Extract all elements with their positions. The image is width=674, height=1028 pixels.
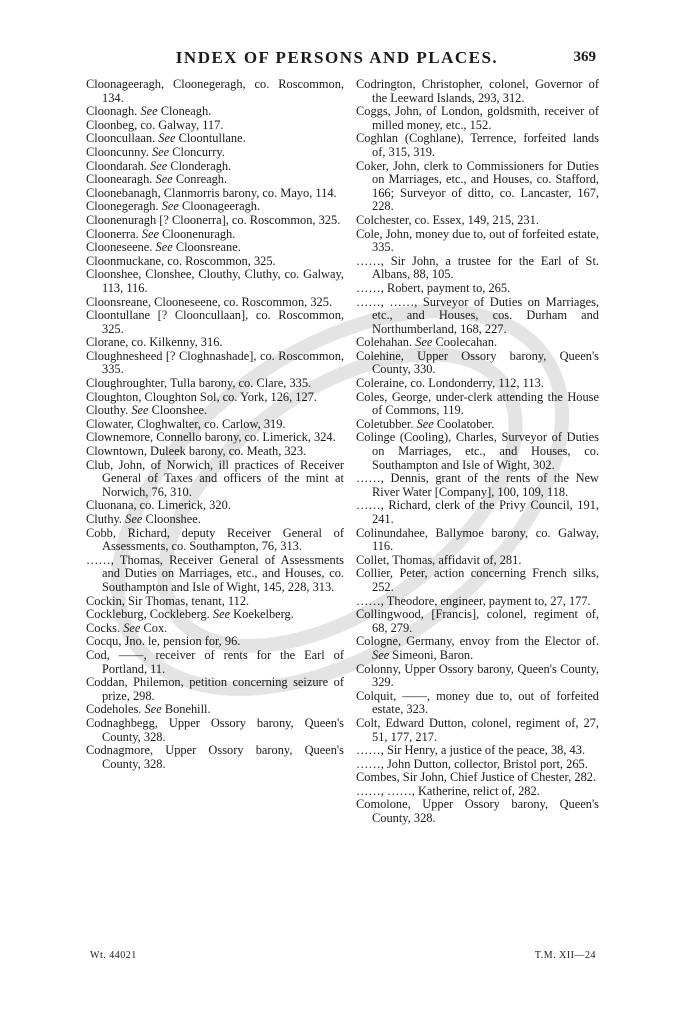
index-entry — [356, 499, 599, 526]
index-entry — [86, 459, 344, 500]
index-entry — [86, 241, 344, 255]
entry-text: Cloonegeragh. — [86, 199, 162, 214]
entry-text: Cloonearagh. — [86, 172, 156, 187]
entry-text: ……, ……, Katherine, relict of, 282. — [356, 783, 540, 798]
index-entry — [356, 160, 599, 214]
index-entry — [356, 228, 599, 255]
entry-text: Cloonebanagh, Clanmorris barony, co. Mayo, 114. — [86, 185, 337, 200]
index-entry — [86, 635, 344, 649]
index-entry — [356, 554, 599, 568]
entry-text: Colehahan. — [356, 335, 416, 350]
index-entry — [356, 255, 599, 282]
index-entry — [356, 785, 599, 799]
index-entry — [86, 431, 344, 445]
entry-text: ……, Dennis, grant of the rents of the New River Water [Company], 100, 109, 118. — [356, 471, 599, 499]
see-reference-label: See — [212, 607, 231, 622]
entry-text: Codnagmore, Upper Ossory barony, Queen's County, 328. — [86, 743, 344, 771]
cross-reference: Coolecahan. — [432, 335, 498, 350]
entry-text: Cloonageeragh, Cloonegeragh, co. Roscommon, 134. — [86, 77, 344, 105]
entry-text: Cloonsreane, Clooneseene, co. Roscommon, 325. — [86, 294, 333, 309]
cross-reference: Cloncurry. — [169, 144, 225, 159]
entry-text: Coles, George, under-clerk attending the House of Commons, 119. — [356, 389, 599, 418]
footer-signature: T.M. XII—24 — [534, 950, 596, 961]
entry-text: Cocks. — [86, 620, 124, 635]
entry-text: ……, Richard, clerk of the Privy Council, 191, 241. — [356, 498, 599, 526]
entry-text: Cloonenuragh [? Cloonerra], co. Roscommon, 325. — [86, 212, 341, 227]
see-reference-label: See — [161, 199, 179, 214]
entry-text: Clorane, co. Kilkenny, 316. — [86, 335, 223, 350]
footer-print-code: Wt. 44021 — [90, 950, 137, 961]
entry-text: Collingwood, [Francis], colonel, regiment of, 68, 279. — [356, 607, 599, 635]
cross-reference: Cloneagh. — [157, 104, 212, 119]
cross-reference: Cox. — [140, 620, 168, 635]
index-entry — [356, 282, 599, 296]
index-entry — [356, 690, 599, 717]
entry-text: Clouthy. — [86, 403, 132, 418]
entry-text: Collet, Thomas, affidavit of, 281. — [356, 552, 522, 567]
entry-text: Cloughton, Cloughton Sol, co. York, 126, 127. — [86, 389, 317, 404]
page-header — [0, 48, 674, 78]
index-entry — [86, 268, 344, 295]
index-entry — [356, 744, 599, 758]
index-entry — [86, 132, 344, 146]
index-entry — [86, 173, 344, 187]
entry-text: Cloonshee, Clonshee, Clouthy, Cluthy, co. Galway, 113, 116. — [86, 267, 344, 295]
entry-text: Cologne, Germany, envoy from the Elector of. — [356, 634, 599, 649]
entry-text: Coletubber. — [356, 416, 417, 431]
entry-text: Coddan, Philemon, petition concerning seizure of prize, 298. — [86, 675, 344, 703]
entry-text: Cod, ——, receiver of rents for the Earl of Portland, 11. — [86, 647, 344, 676]
index-entry — [356, 336, 599, 350]
see-reference-label: See — [125, 512, 143, 526]
index-entry — [86, 119, 344, 133]
entry-text: Colehine, Upper Ossory barony, Queen's County, 330. — [356, 348, 599, 377]
entry-text: ……, Thomas, Receiver General of Assessments and Duties on Marriages, etc., and Houses, co. Southampton and Isle of Wight, 145, 228, 313. — [86, 552, 344, 594]
index-entry — [356, 296, 599, 337]
entry-text: Colinundahee, Ballymoe barony, co. Galway, 116. — [356, 525, 599, 554]
see-reference-label: See — [123, 620, 141, 635]
index-entry — [356, 214, 599, 228]
entry-text: ……, Sir Henry, a justice of the peace, 38, 43. — [356, 743, 586, 758]
entry-text: Cloughnesheed [? Cloghnashade], co. Roscommon, 335. — [86, 348, 344, 377]
left-column — [86, 78, 344, 771]
index-entry — [86, 78, 344, 105]
see-reference-label: See — [155, 240, 173, 255]
entry-text: Cobb, Richard, deputy Receiver General of Assessments, co. Southampton, 76, 313. — [86, 525, 344, 554]
entry-text: Combes, Sir John, Chief Justice of Chester, 282. — [356, 770, 597, 785]
index-entry — [86, 255, 344, 269]
see-reference-label: See — [372, 647, 390, 662]
index-entry — [356, 418, 599, 432]
index-entry — [356, 663, 599, 690]
cross-reference: Clonderagh. — [167, 158, 232, 173]
entry-text: ……, Sir John, a trustee for the Earl of St. Albans, 88, 105. — [356, 253, 599, 282]
see-reference-label: See — [158, 131, 176, 146]
right-column — [356, 78, 599, 826]
entry-text: Colinge (Cooling), Charles, Surveyor of Duties on Marriages, etc., and Houses, co. Southampton and Isle of Wight, 302. — [356, 430, 599, 472]
entry-text: Comolone, Upper Ossory barony, Queen's County, 328. — [356, 797, 599, 826]
entry-text: Colchester, co. Essex, 149, 215, 231. — [356, 212, 539, 227]
entry-text: Coggs, John, of London, goldsmith, receiver of milled money, etc., 152. — [356, 104, 599, 132]
see-reference-label: See — [131, 403, 149, 418]
index-entry — [86, 296, 344, 310]
index-entry — [356, 635, 599, 662]
index-entry — [86, 418, 344, 432]
index-entry — [356, 527, 599, 554]
index-entry — [86, 214, 344, 228]
entry-text: Clooneseene. — [86, 240, 156, 255]
cross-reference: Simeoni, Baron. — [389, 647, 474, 662]
page-title: INDEX OF PERSONS AND PLACES. — [175, 48, 499, 67]
see-reference-label: See — [150, 158, 168, 173]
index-entry — [356, 431, 599, 472]
index-entry — [86, 744, 344, 771]
see-reference-label: See — [141, 226, 159, 241]
index-entry — [86, 554, 344, 595]
index-entry — [356, 608, 599, 635]
entry-text: Cluthy. — [86, 512, 126, 526]
entry-text: Codrington, Christopher, colonel, Governor of the Leeward Islands, 293, 312. — [356, 77, 599, 105]
index-entry — [86, 105, 344, 119]
see-reference-label: See — [155, 172, 173, 187]
entry-text: Cockin, Sir Thomas, tenant, 112. — [86, 593, 250, 608]
index-entry — [86, 595, 344, 609]
index-entry — [86, 309, 344, 336]
cross-reference: Conreagh. — [172, 172, 228, 187]
see-reference-label: See — [151, 144, 170, 159]
index-entry — [356, 377, 599, 391]
cross-reference: Cloonageeragh. — [178, 199, 261, 214]
see-reference-label: See — [416, 416, 434, 431]
index-entry — [86, 445, 344, 459]
entry-text: Cocqu, Jno. le, pension for, 96. — [86, 634, 241, 649]
index-entry — [86, 200, 344, 214]
cross-reference: Cloonsreane. — [172, 240, 241, 255]
entry-text: Cloonagh. — [86, 104, 141, 119]
index-entry — [86, 404, 344, 418]
index-entry — [86, 717, 344, 744]
cross-reference: Bonehill. — [161, 702, 211, 717]
cross-reference: Cloonshee. — [148, 403, 208, 418]
index-entry — [356, 391, 599, 418]
entry-text: ……, John Dutton, collector, Bristol port, 265. — [356, 756, 588, 771]
cross-reference: Cloonenuragh. — [158, 226, 236, 241]
index-entry — [356, 132, 599, 159]
entry-text: ……, ……, Surveyor of Duties on Marriages, etc., and Houses, cos. Durham and Northumberland, 168, 227. — [356, 294, 599, 336]
index-entry — [86, 350, 344, 377]
index-entry — [356, 771, 599, 785]
entry-text: Clowater, Cloghwalter, co. Carlow, 319. — [86, 416, 286, 431]
index-entry — [86, 499, 344, 513]
entry-text: Club, John, of Norwich, ill practices of Receiver General of Taxes and officers of the mint at Norwich, 76, 310. — [86, 457, 344, 499]
entry-text: Cockleburg, Cockleberg. — [86, 607, 213, 622]
entry-text: Cloonmuckane, co. Roscommon, 325. — [86, 253, 276, 268]
entry-text: ……, Theodore, engineer, payment to, 27, 177. — [356, 593, 591, 608]
index-entry — [356, 595, 599, 609]
index-entry — [86, 622, 344, 636]
index-entry — [356, 717, 599, 744]
entry-text: Cloontullane [? Clooncullaan], co. Roscommon, 325. — [86, 308, 344, 336]
cross-reference: Coolatober. — [433, 416, 495, 431]
entry-text: Cole, John, money due to, out of forfeited estate, 335. — [356, 226, 599, 255]
index-entry — [356, 567, 599, 594]
entry-text: Codeholes. — [86, 702, 145, 717]
entry-text: Cloondarah. — [86, 158, 151, 173]
see-reference-label: See — [415, 335, 433, 350]
index-entry — [356, 758, 599, 772]
cross-reference: Koekelberg. — [230, 607, 294, 622]
entry-text: Clownemore, Connello barony, co. Limerick, 324. — [86, 430, 336, 445]
index-entry — [86, 228, 344, 242]
entry-text: Clooncullaan. — [86, 131, 159, 146]
see-reference-label: See — [140, 104, 158, 119]
index-entry — [86, 377, 344, 391]
index-entry — [86, 527, 344, 554]
entry-text: Cloonerra. — [86, 226, 142, 241]
entry-text: Cluonana, co. Limerick, 320. — [86, 498, 231, 513]
index-entry — [86, 649, 344, 676]
index-entry — [86, 513, 344, 527]
index-entry — [86, 336, 344, 350]
index-entry — [86, 187, 344, 201]
index-entry — [356, 105, 599, 132]
entry-text: Colonny, Upper Ossory barony, Queen's County, 329. — [356, 661, 599, 690]
see-reference-label: See — [144, 702, 162, 717]
index-entry — [86, 146, 344, 160]
entry-text: Coker, John, clerk to Commissioners for Duties on Marriages, etc., and Houses, co. Stafford, 166; Surveyor of ditto, co. Lancaster, 167, 228. — [356, 158, 599, 214]
entry-text: Clooncunny. — [86, 144, 152, 159]
index-entry — [86, 160, 344, 174]
entry-text: Coleraine, co. Londonderry, 112, 113. — [356, 376, 544, 391]
entry-text: Colt, Edward Dutton, colonel, regiment of, 27, 51, 177, 217. — [356, 715, 599, 744]
index-entry — [86, 608, 344, 622]
cross-reference: Cloontullane. — [175, 131, 246, 146]
index-entry — [86, 391, 344, 405]
index-entry — [356, 798, 599, 825]
index-entry — [86, 703, 344, 717]
entry-text: Codnaghbegg, Upper Ossory barony, Queen's County, 328. — [86, 715, 344, 744]
entry-text: Cloughroughter, Tulla barony, co. Clare, 335. — [86, 376, 312, 391]
entry-text: Colquit, ——, money due to, out of forfeited estate, 323. — [356, 688, 599, 717]
index-entry — [86, 676, 344, 703]
page-footer — [0, 950, 674, 966]
entry-text: Clowntown, Duleek barony, co. Meath, 323. — [86, 444, 307, 459]
entry-text: Cloonbeg, co. Galway, 117. — [86, 117, 224, 132]
index-entry — [356, 78, 599, 105]
index-entry — [356, 472, 599, 499]
entry-text: ……, Robert, payment to, 265. — [356, 280, 511, 295]
page-number: 369 — [573, 49, 596, 65]
entry-text: Coghlan (Coghlane), Terrence, forfeited lands of, 315, 319. — [356, 131, 599, 159]
entry-text: Collier, Peter, action concerning French silks, 252. — [356, 566, 599, 594]
cross-reference: Cloonshee. — [142, 512, 201, 526]
index-entry — [356, 350, 599, 377]
